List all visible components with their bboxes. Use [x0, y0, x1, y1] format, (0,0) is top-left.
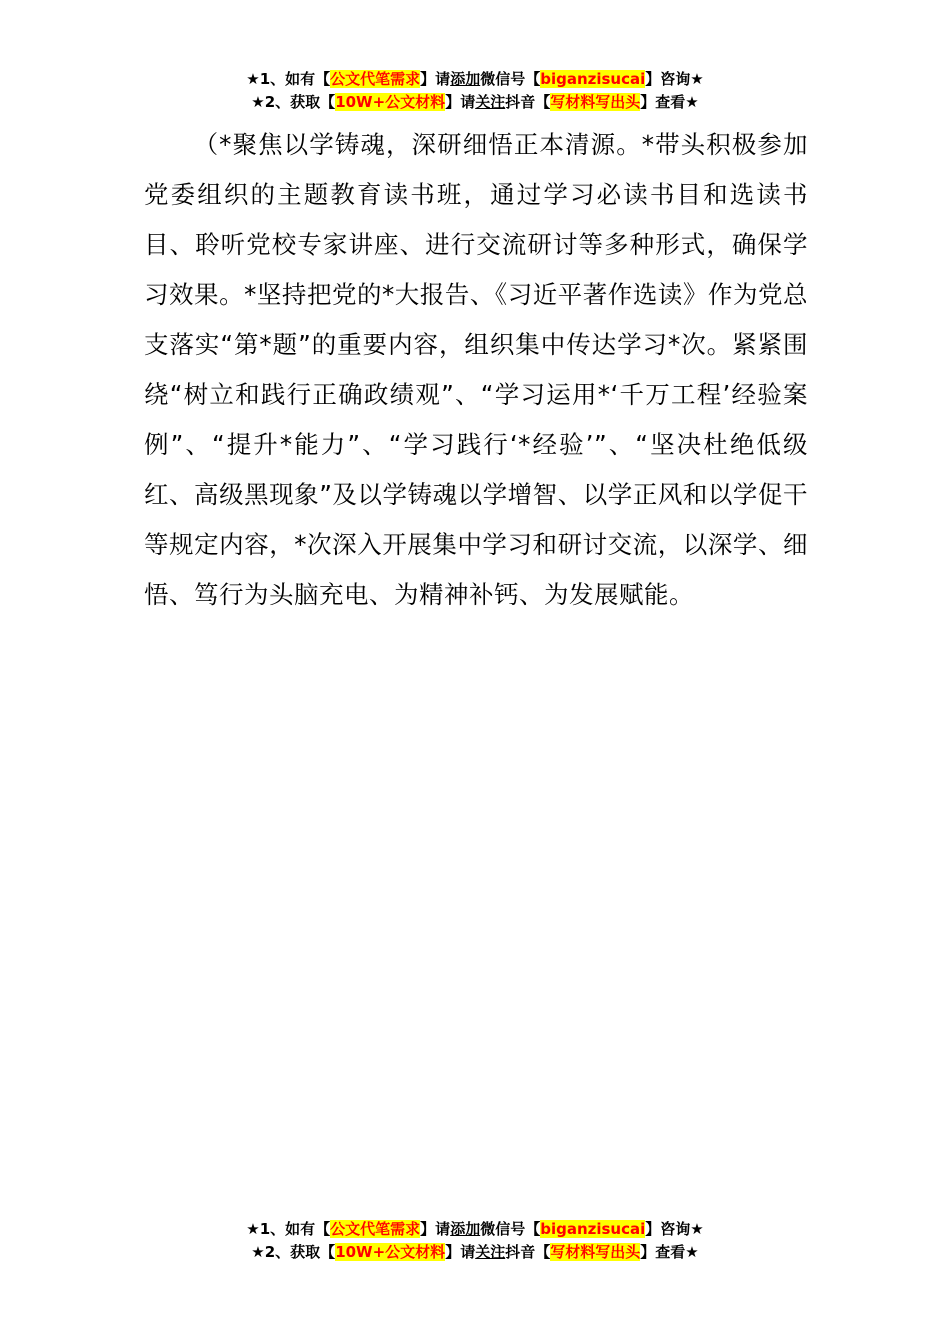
- highlight-materials: 10W+公文材料: [335, 93, 446, 111]
- body-paragraph: [144, 120, 808, 620]
- body-paragraph-text: （*聚焦以学铸魂，深研细悟正本清源。*带头积极参加党委组织的主题教育读书班，通过学习必读书目和选读书目、聆听党校专家讲座、进行交流研讨等多种形式，确保学习效果。*坚持把党的*大报告、《习近平著作选读》作为党总支落实“第*题”的重要内容，组织集中传达学习*次。紧紧围绕“树立和践行正确政绩观”、“学习运用*‘千万工程’经验案例”、“提升*能力”、“学习践行‘*经验’”、“坚决杜绝低级红、高级黑现象”及以学铸魂以学增智、以学正风和以学促干等规定内容，*次深入开展集中学习和研讨交流，以深学、细悟、笃行为头脑充电、为精神补钙、为发展赋能。: [144, 130, 808, 609]
- banner-line-2: ★2、获取【10W+公文材料】请关注抖音【写材料写出头】查看★: [251, 1243, 699, 1261]
- highlight-materials: 10W+公文材料: [335, 1243, 446, 1261]
- footer-banner: [0, 1218, 950, 1264]
- highlight-wechat-id: biganzisucai: [540, 1220, 646, 1238]
- banner-line-1: ★1、如有【公文代笔需求】请添加微信号【biganzisucai】咨询★: [246, 70, 704, 88]
- banner-line-1: ★1、如有【公文代笔需求】请添加微信号【biganzisucai】咨询★: [246, 1220, 704, 1238]
- highlight-wechat-id: biganzisucai: [540, 70, 646, 88]
- highlight-service: 公文代笔需求: [330, 70, 421, 88]
- highlight-douyin-account: 写材料写出头: [550, 93, 641, 111]
- highlight-service: 公文代笔需求: [330, 1220, 421, 1238]
- highlight-douyin-account: 写材料写出头: [550, 1243, 641, 1261]
- header-banner: [0, 68, 950, 114]
- banner-line-2: ★2、获取【10W+公文材料】请关注抖音【写材料写出头】查看★: [251, 93, 699, 111]
